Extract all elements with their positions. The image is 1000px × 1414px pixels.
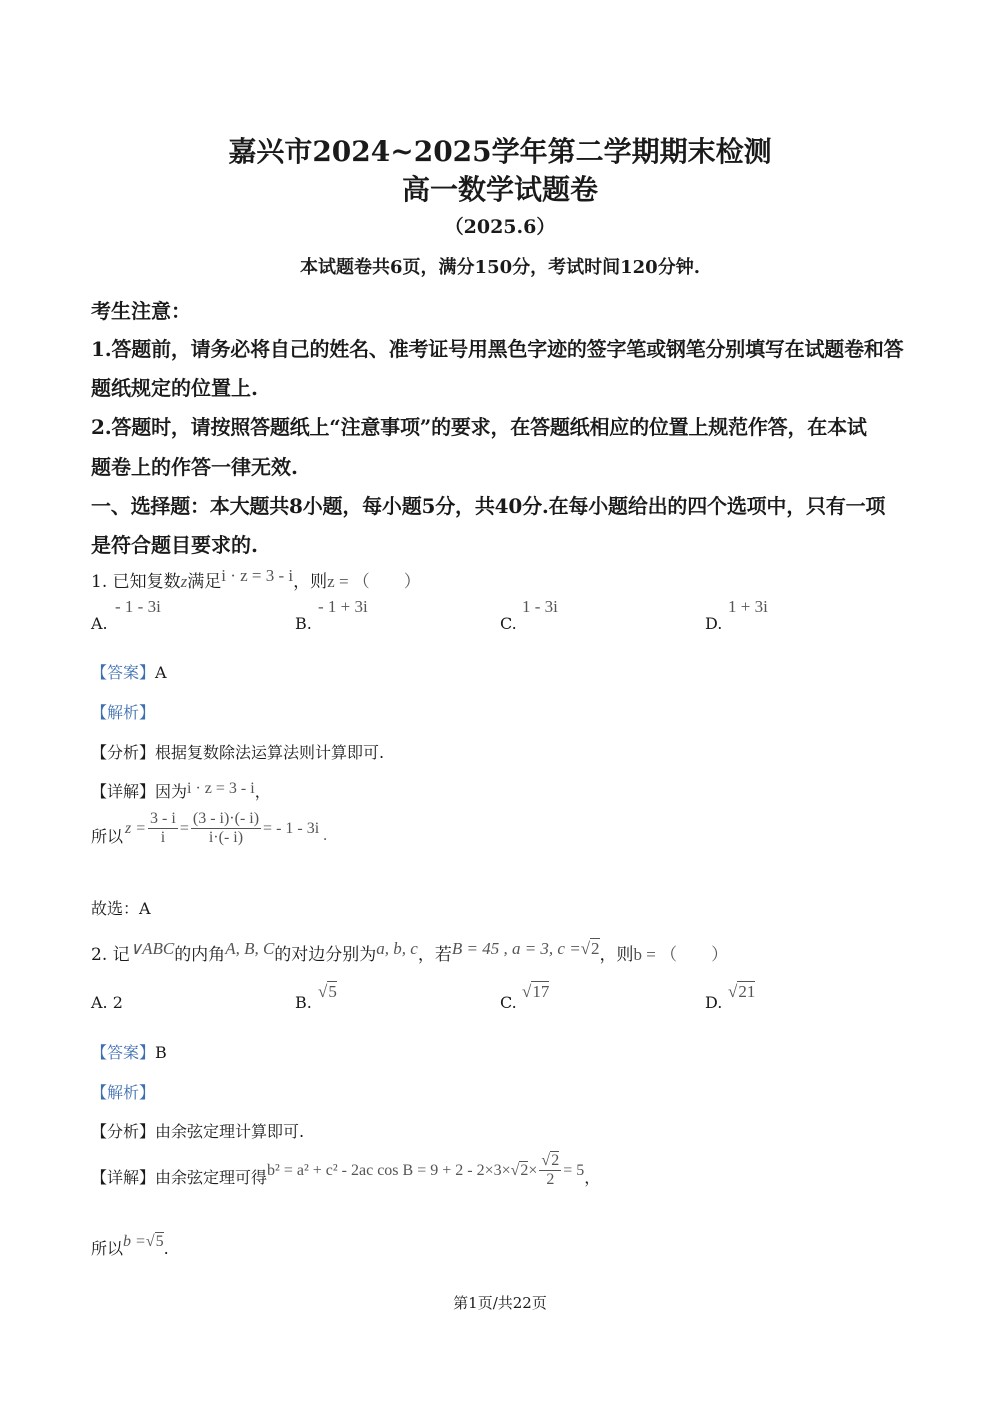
q1-answer: 【答案】A: [91, 663, 167, 682]
notice-item2-line2: 题卷上的作答一律无效.: [91, 455, 298, 479]
exam-subtitle: 高一数学试题卷: [401, 173, 598, 206]
q1-option-d[interactable]: D.: [705, 614, 723, 633]
q2-option-c-value: √17: [522, 982, 550, 1001]
q1-option-c-value: 1 - 3i: [522, 597, 558, 616]
q2-option-a[interactable]: A. 2: [91, 993, 123, 1012]
q2-option-d[interactable]: D.: [705, 993, 723, 1012]
exam-info: 本试题卷共6页，满分150分，考试时间120分钟.: [300, 257, 700, 278]
q1-fenxi: 【分析】根据复数除法运算法则计算即可.: [91, 743, 385, 762]
q2-detail-equation: 【详解】由余弦定理可得 b² = a² + c² - 2ac cos B = 9 + 2 - 2×3× √2 × $\frac{√2}{2}$ = 5 ，: [91, 1152, 601, 1188]
notice-item2-line1: 2.答题时，请按照答题纸上“注意事项”的要求，在答题纸相应的位置上规范作答，在本试: [91, 415, 867, 439]
q1-option-b-value: - 1 + 3i: [318, 597, 368, 616]
exam-title: 嘉兴市2024~2025学年第二学期期末检测: [228, 135, 772, 168]
page-number: 第1页/共22页: [453, 1294, 547, 1312]
q1-fraction-1: $\frac{3 - i}{i}$: [150, 810, 176, 846]
q2-option-b-value: √5: [318, 982, 337, 1001]
notice-item1-line1: 1.答题前，请务必将自己的姓名、准考证号用黑色字迹的签字笔或钢笔分别填写在试题卷和答: [91, 337, 904, 361]
q2-option-b[interactable]: B.: [295, 993, 312, 1012]
q2-fraction: $\frac{√2}{2}$: [541, 1152, 560, 1188]
q2-stem: 2. 记∨ABC的内角A, B, C的对边分别为a, b, c，若B = 45 , a = 3, c =√2，则b = （ ）: [91, 939, 729, 965]
q1-analysis-tag: 【解析】: [91, 703, 156, 722]
q1-option-d-value: 1 + 3i: [728, 597, 768, 616]
q2-analysis-tag: 【解析】: [91, 1083, 156, 1102]
q1-option-a[interactable]: A.: [91, 614, 108, 633]
section-heading-line1: 一、选择题：本大题共8小题，每小题5分，共40分.在每小题给出的四个选项中，只有一项: [91, 494, 886, 518]
q1-option-b[interactable]: B.: [295, 614, 312, 633]
q2-option-c[interactable]: C.: [500, 993, 517, 1012]
q2-conclusion: 所以b =√5.: [91, 1233, 169, 1258]
notice-heading: 考生注意：: [91, 299, 191, 323]
q2-fenxi: 【分析】由余弦定理计算即可.: [91, 1122, 305, 1141]
q1-fraction-2: $\frac{(3 - i)\cdot(- i)}{i\cdot(- i)}$: [192, 810, 260, 846]
q1-stem: 1. 已知复数z满足i · z = 3 - i，则z = （ ）: [91, 566, 421, 592]
q1-choice: 故选：A: [91, 899, 151, 918]
q1-option-c[interactable]: C.: [500, 614, 517, 633]
notice-item1-line2: 题纸规定的位置上.: [91, 376, 258, 400]
q1-detail: 【详解】因为i · z = 3 - i，: [91, 780, 271, 801]
section-heading-line2: 是符合题目要求的.: [91, 533, 258, 557]
q2-option-d-value: √21: [728, 982, 756, 1001]
q1-solution-equation: 所以 z = $\frac{3 - i}{i}$ = $\frac{(3 - i)\cdot(- i)}{i\cdot(- i)}$ = - 1 - 3i .: [91, 810, 328, 846]
q1-option-a-value: - 1 - 3i: [115, 597, 161, 616]
exam-date: （2025.6）: [444, 216, 556, 238]
q2-answer: 【答案】B: [91, 1043, 167, 1062]
